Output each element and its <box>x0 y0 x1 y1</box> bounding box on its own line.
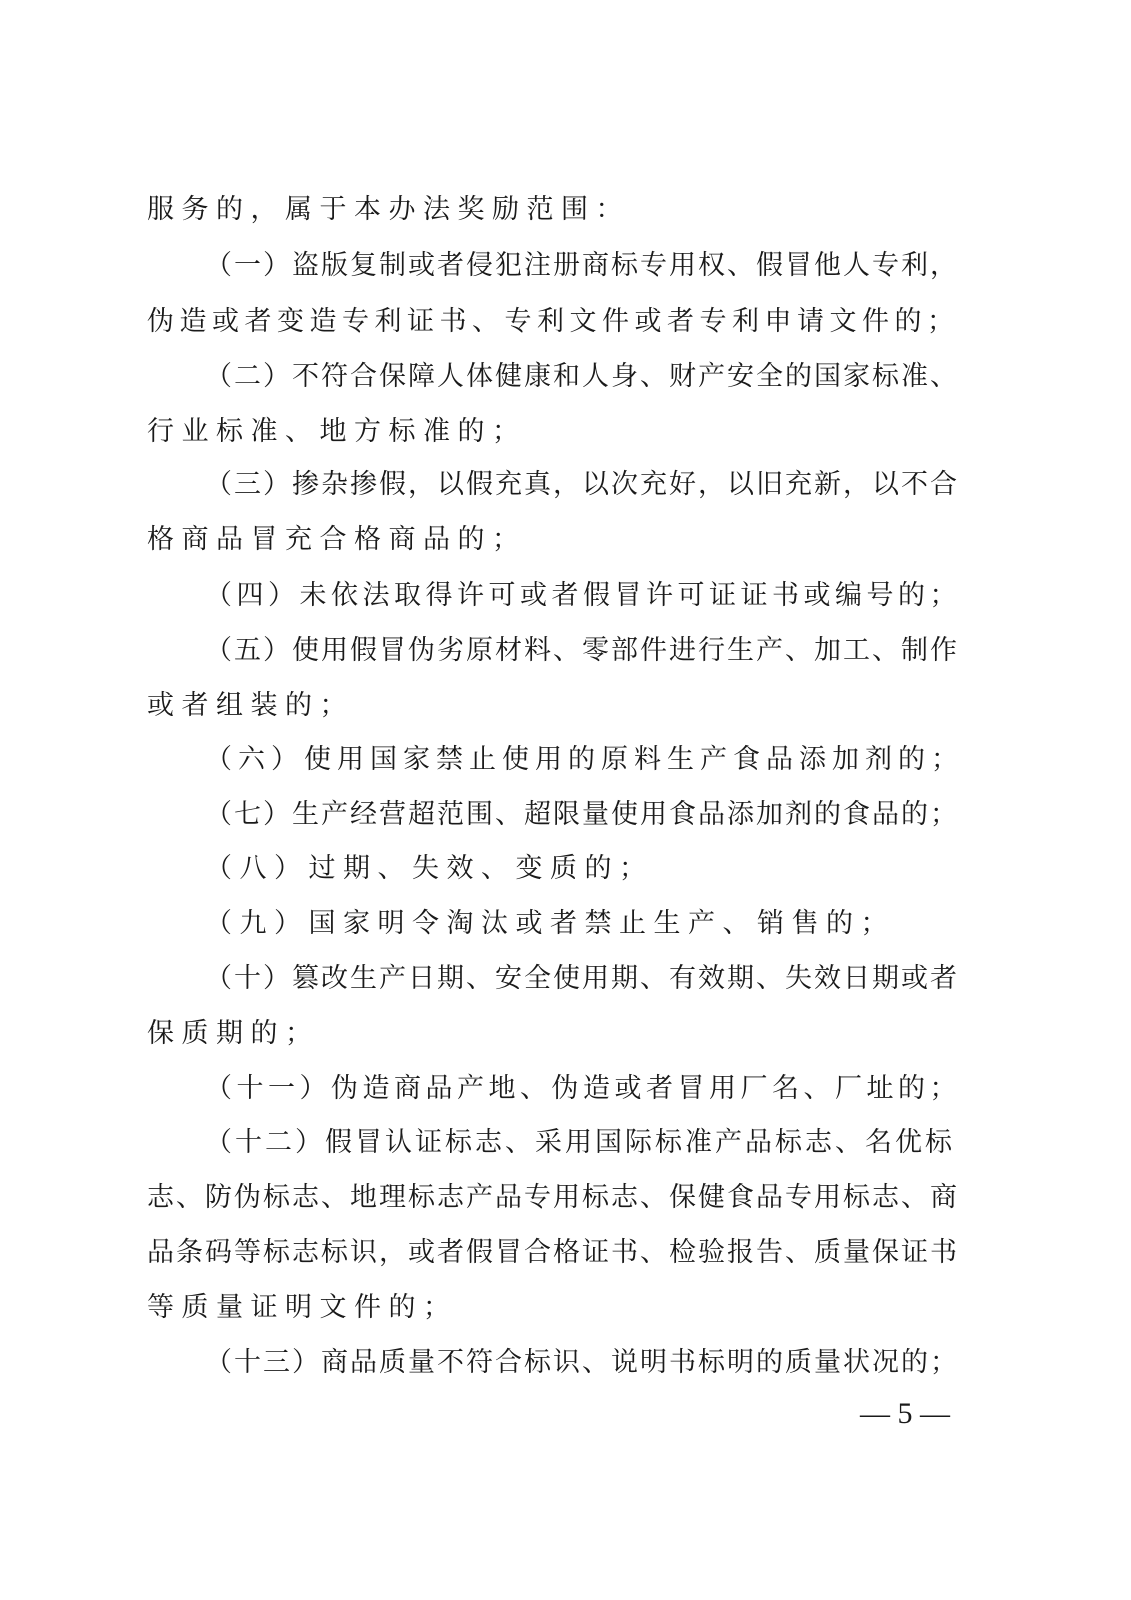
text-line-12: （七）生产经营超范围、超限量使用食品添加剂的食品的； <box>205 799 959 830</box>
text-line-7: 格商品冒充合格商品的； <box>147 524 527 555</box>
text-line-20: 品条码等标志标识，或者假冒合格证书、检验报告、质量保证书 <box>147 1237 959 1268</box>
text-line-9: （五）使用假冒伪劣原材料、零部件进行生产、加工、制作 <box>205 635 959 666</box>
text-line-15: （十）篡改生产日期、安全使用期、有效期、失效日期或者 <box>205 963 959 994</box>
text-line-1: 服务的，属于本办法奖励范围： <box>147 194 630 225</box>
text-line-17: （十一）伪造商品产地、伪造或者冒用厂名、厂址的； <box>205 1073 961 1104</box>
text-line-13: （八）过期、失效、变质的； <box>205 853 654 884</box>
text-line-6: （三）掺杂掺假，以假充真，以次充好，以旧充新，以不合 <box>205 469 959 500</box>
text-line-22: （十三）商品质量不符合标识、说明书标明的质量状况的； <box>205 1347 959 1378</box>
text-line-5: 行业标准、地方标准的； <box>147 416 527 447</box>
text-line-19: 志、防伪标志、地理标志产品专用标志、保健食品专用标志、商 <box>147 1182 959 1213</box>
text-line-11: （六）使用国家禁止使用的原料生产食品添加剂的； <box>205 744 964 775</box>
text-line-4: （二）不符合保障人体健康和人身、财产安全的国家标准、 <box>205 361 959 392</box>
text-line-3: 伪造或者变造专利证书、专利文件或者专利申请文件的； <box>147 306 960 337</box>
text-line-14: （九）国家明令淘汰或者禁止生产、销售的； <box>205 908 895 939</box>
text-line-2: （一）盗版复制或者侵犯注册商标专用权、假冒他人专利， <box>205 250 959 281</box>
text-line-16: 保质期的； <box>147 1018 320 1049</box>
text-line-8: （四）未依法取得许可或者假冒许可证证书或编号的； <box>205 580 961 611</box>
text-line-18: （十二）假冒认证标志、采用国际标准产品标志、名优标 <box>205 1127 955 1158</box>
text-line-21: 等质量证明文件的； <box>147 1292 458 1323</box>
page-number: — 5 — <box>860 1397 950 1430</box>
text-line-10: 或者组装的； <box>147 690 354 721</box>
